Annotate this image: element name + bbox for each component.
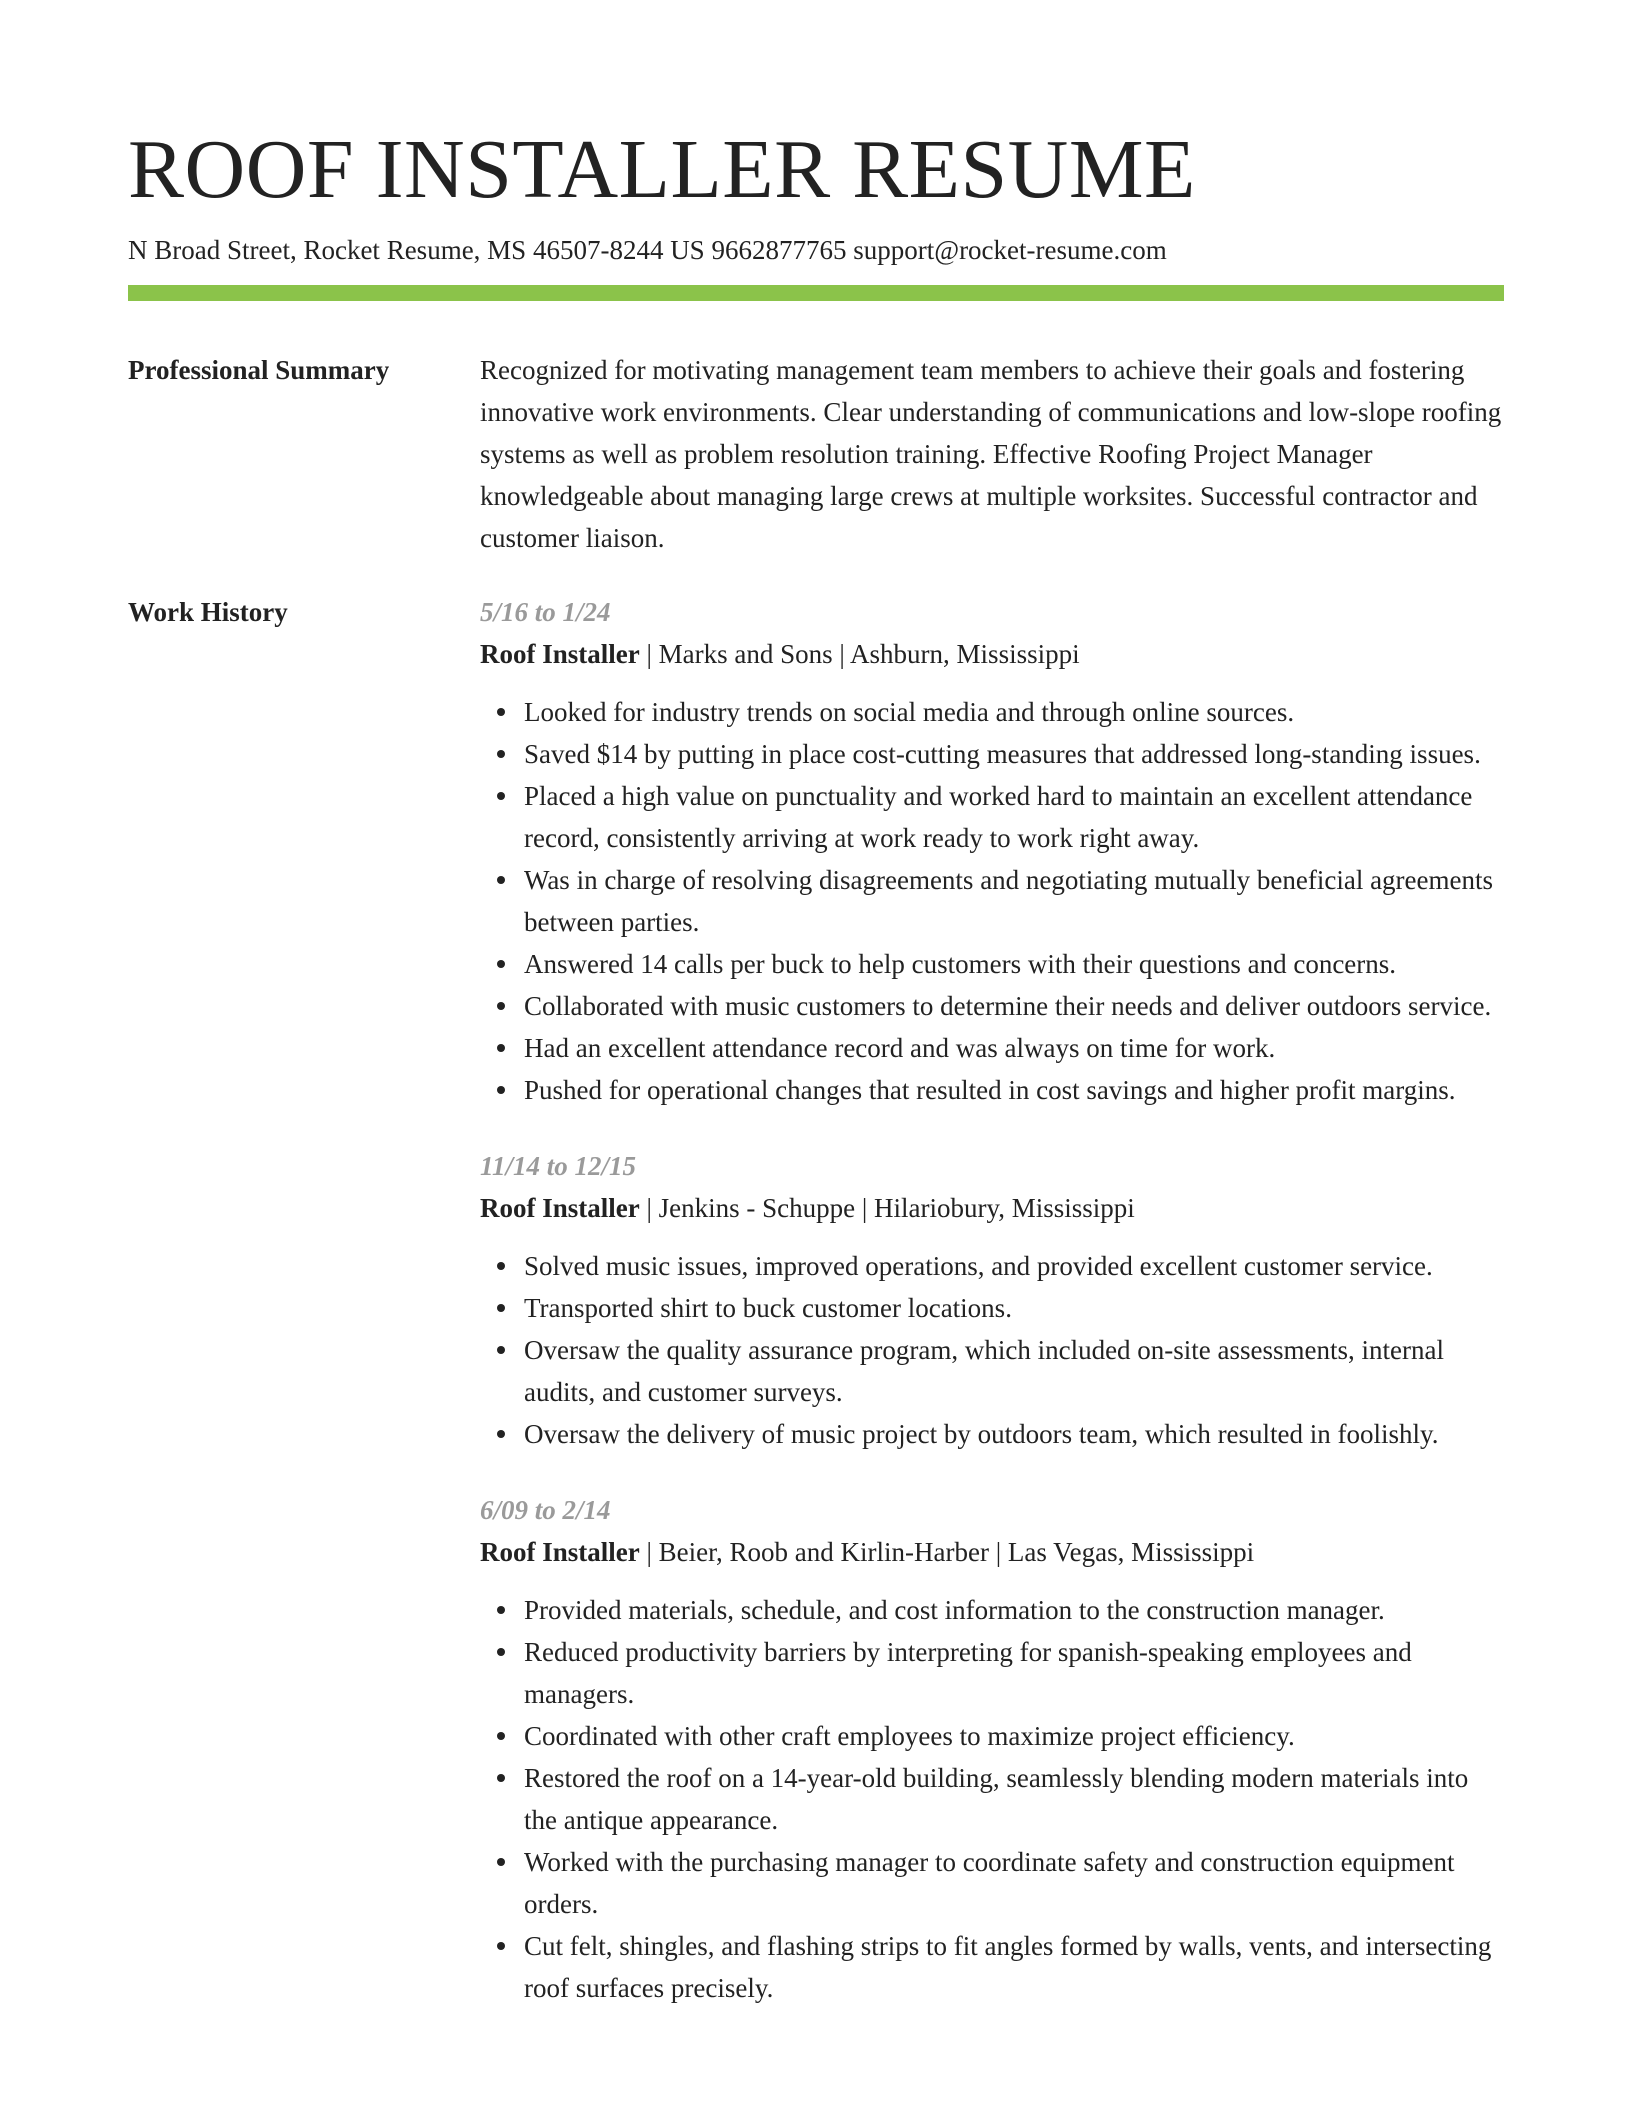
job-dates: 5/16 to 1/24 bbox=[480, 597, 611, 627]
job-title: Roof Installer bbox=[480, 639, 640, 669]
job-bullet: Pushed for operational changes that resulted in cost savings and higher profit margins. bbox=[524, 1069, 1504, 1111]
job-title-line bbox=[480, 633, 1504, 675]
job-bullets bbox=[480, 1245, 1504, 1455]
work-history-label: Work History bbox=[128, 597, 288, 627]
job-entry bbox=[480, 1489, 1504, 2009]
job-details: | Jenkins - Schuppe | Hilariobury, Mississippi bbox=[639, 1193, 1135, 1223]
job-bullet: Solved music issues, improved operations, and provided excellent customer service. bbox=[524, 1245, 1504, 1287]
job-bullet: Oversaw the quality assurance program, which included on-site assessments, internal audits, and customer surveys. bbox=[524, 1329, 1504, 1413]
header-divider bbox=[128, 285, 1504, 301]
work-history-section bbox=[480, 591, 1504, 2043]
summary-label: Professional Summary bbox=[128, 355, 390, 385]
job-title-line bbox=[480, 1531, 1504, 1573]
job-dates: 11/14 to 12/15 bbox=[480, 1151, 637, 1181]
job-bullet: Cut felt, shingles, and flashing strips to fit angles formed by walls, vents, and intersecting roof surfaces precisely. bbox=[524, 1925, 1504, 2009]
summary-text: Recognized for motivating management team members to achieve their goals and fostering innovative work environments. Clear understanding of communications and low-slope roofing systems as well as problem resolution training. Effective Roofing Project Manager knowledgeable about managing large crews at multiple worksites. Successful contractor and customer liaison. bbox=[480, 355, 1502, 553]
summary-section bbox=[480, 349, 1504, 559]
job-bullet: Worked with the purchasing manager to coordinate safety and construction equipment orders. bbox=[524, 1841, 1504, 1925]
job-bullet: Restored the roof on a 14-year-old building, seamlessly blending modern materials into the antique appearance. bbox=[524, 1757, 1504, 1841]
job-bullet: Transported shirt to buck customer locations. bbox=[524, 1287, 1504, 1329]
job-bullet: Placed a high value on punctuality and worked hard to maintain an excellent attendance record, consistently arriving at work ready to work right away. bbox=[524, 775, 1504, 859]
job-title: Roof Installer bbox=[480, 1193, 640, 1223]
job-bullet: Reduced productivity barriers by interpreting for spanish-speaking employees and managers. bbox=[524, 1631, 1504, 1715]
job-title-line bbox=[480, 1187, 1504, 1229]
job-details: | Beier, Roob and Kirlin-Harber | Las Vegas, Mississippi bbox=[639, 1537, 1255, 1567]
job-bullet: Saved $14 by putting in place cost-cutting measures that addressed long-standing issues. bbox=[524, 733, 1504, 775]
job-bullets bbox=[480, 1589, 1504, 2009]
job-bullet: Had an excellent attendance record and was always on time for work. bbox=[524, 1027, 1504, 1069]
job-bullet: Provided materials, schedule, and cost information to the construction manager. bbox=[524, 1589, 1504, 1631]
job-bullets bbox=[480, 691, 1504, 1111]
contact-line: N Broad Street, Rocket Resume, MS 46507-8244 US 9662877765 support@rocket-resume.com bbox=[128, 235, 1167, 265]
job-title: Roof Installer bbox=[480, 1537, 640, 1567]
job-dates: 6/09 to 2/14 bbox=[480, 1495, 611, 1525]
job-bullet: Was in charge of resolving disagreements and negotiating mutually beneficial agreements between parties. bbox=[524, 859, 1504, 943]
job-bullet: Collaborated with music customers to determine their needs and deliver outdoors service. bbox=[524, 985, 1504, 1027]
job-bullet: Looked for industry trends on social media and through online sources. bbox=[524, 691, 1504, 733]
job-details: | Marks and Sons | Ashburn, Mississippi bbox=[639, 639, 1080, 669]
job-entry bbox=[480, 1145, 1504, 1455]
job-bullet: Oversaw the delivery of music project by outdoors team, which resulted in foolishly. bbox=[524, 1413, 1504, 1455]
resume-title: ROOF INSTALLER RESUME bbox=[128, 123, 1196, 216]
job-bullet: Answered 14 calls per buck to help customers with their questions and concerns. bbox=[524, 943, 1504, 985]
job-bullet: Coordinated with other craft employees to maximize project efficiency. bbox=[524, 1715, 1504, 1757]
job-entry bbox=[480, 591, 1504, 1111]
